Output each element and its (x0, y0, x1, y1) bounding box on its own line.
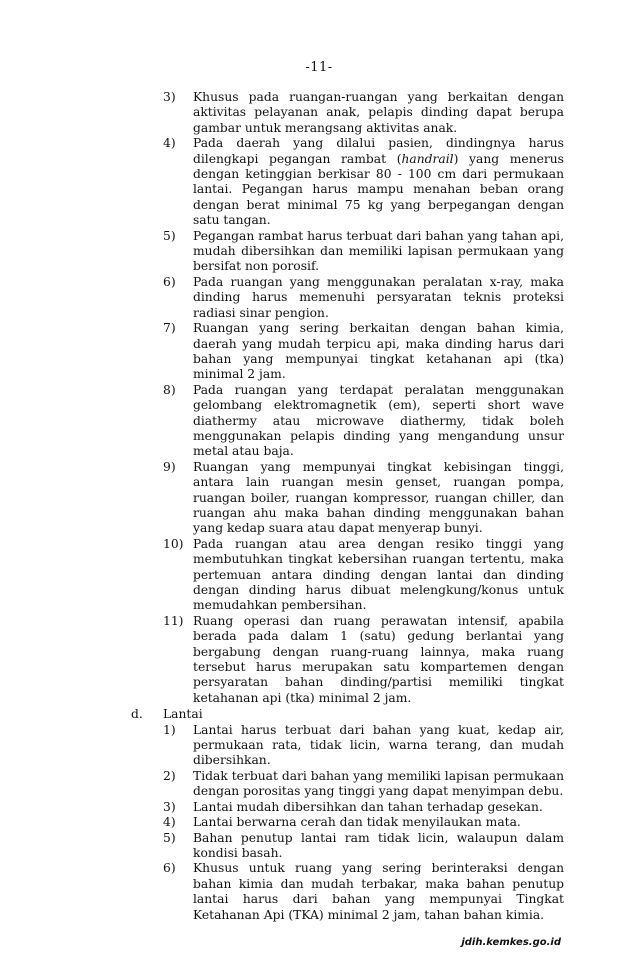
text-segment: Ruangan yang mempunyai tingkat kebisingan tinggi, antara lain ruangan mesin genset, ruangan pompa, ruangan boiler, ruangan kompressor, ruangan chiller, dan ruangan ahu maka bahan dinding menggunakan bahan yang kedap suara atau dapat menyerap bunyi. (193, 459, 564, 536)
list-item (131, 614, 564, 706)
text-segment: Khusus pada ruangan-ruangan yang berkaitan dengan aktivitas pelayanan anak, pelapis dinding dapat berupa gambar untuk merangsang aktivitas anak. (193, 90, 564, 135)
item-text (193, 136, 564, 228)
item-number: 5) (163, 228, 176, 243)
text-segment: Pegangan rambat harus terbuat dari bahan yang tahan api, mudah dibersihkan dan memiliki lapisan permukaan yang bersifat non porosif. (193, 228, 564, 274)
item-text (193, 321, 564, 383)
text-segment: Pada ruangan atau area dengan resiko tinggi yang membutuhkan tingkat kebersihan ruangan tertentu, maka pertemuan antara dinding dengan lantai dan dinding dengan dinding harus dibuat melengkung/konus untuk memudahkan pembersihan. (193, 536, 564, 613)
section-heading (131, 707, 564, 722)
item-text (193, 229, 564, 275)
list-item (131, 861, 564, 923)
item-number: 6) (163, 861, 176, 876)
list-item (131, 136, 564, 228)
list-item (131, 723, 564, 769)
item-number: 4) (163, 815, 176, 830)
text-segment: Ruang operasi dan ruang perawatan intensif, apabila berada pada dalam 1 (satu) gedung berlantai yang bergabung dengan ruang-ruang lainnya, maka ruang tersebut harus merupakan satu kompartemen dengan persyaratan bahan dinding/partisi memiliki tingkat ketahanan api (tka) minimal 2 jam. (193, 613, 564, 705)
text-segment: Lantai mudah dibersihkan dan tahan terhadap gesekan. (193, 799, 543, 814)
item-number: 3) (163, 799, 176, 814)
footer-source: jdih.kemkes.go.id (461, 937, 561, 948)
list-item (131, 321, 564, 383)
item-text (193, 275, 564, 321)
text-segment: Pada ruangan yang menggunakan peralatan x-ray, maka dinding harus memenuhi persyaratan teknis proteksi radiasi sinar pengion. (193, 274, 564, 320)
item-text (193, 460, 564, 537)
text-segment: Ruangan yang sering berkaitan dengan bahan kimia, daerah yang mudah terpicu api, maka dinding harus dari bahan yang mempunyai tingkat ketahanan api (tka) minimal 2 jam. (193, 321, 564, 382)
text-segment: Pada daerah yang dilalui pasien, dindingnya harus dilengkapi pegangan rambat ( (193, 136, 564, 166)
text-segment: Tidak terbuat dari bahan yang memiliki lapisan permukaan dengan porositas yang tinggi yang dapat menyimpan debu. (193, 768, 564, 799)
item-text (193, 800, 564, 815)
item-number: 2) (163, 768, 176, 783)
item-text (193, 614, 564, 706)
item-number: 4) (163, 136, 176, 151)
section-letter: d. (131, 707, 143, 722)
wall-requirements-list (131, 90, 564, 706)
page-number: -11- (305, 60, 333, 75)
item-number: 7) (163, 321, 176, 336)
item-number: 8) (163, 382, 176, 397)
list-item (131, 275, 564, 321)
list-item (131, 769, 564, 800)
text-segment: Khusus untuk ruang yang sering berinteraksi dengan bahan kimia dan mudah terbakar, maka bahan penutup lantai harus dari bahan yang mempunyai Tingkat Ketahanan Api (TKA) minimal 2 jam, tahan bahan kimia. (193, 861, 564, 922)
item-text (193, 769, 564, 800)
item-text (193, 831, 564, 862)
list-item (131, 229, 564, 275)
item-text (193, 815, 564, 830)
floor-requirements-list (131, 723, 564, 923)
item-text (193, 861, 564, 923)
document-body (131, 90, 564, 923)
list-item (131, 800, 564, 815)
text-segment: ) yang menerus dengan ketinggian berkisar 80 - 100 cm dari permukaan lantai. Pegangan harus mampu menahan beban orang dengan berat minimal 75 kg yang berpegangan dengan satu tangan. (193, 151, 564, 228)
list-item (131, 831, 564, 862)
item-number: 6) (163, 274, 176, 289)
item-number: 11) (163, 613, 184, 628)
list-item (131, 383, 564, 460)
text-segment: Lantai berwarna cerah dan tidak menyilaukan mata. (193, 815, 521, 830)
list-item (131, 460, 564, 537)
item-number: 5) (163, 830, 176, 845)
section-title: Lantai (163, 707, 203, 722)
italic-term: handrail (401, 151, 454, 166)
text-segment: Bahan penutup lantai ram tidak licin, walaupun dalam kondisi basah. (193, 830, 564, 860)
item-number: 1) (163, 722, 176, 737)
item-text (193, 537, 564, 614)
text-segment: Pada ruangan yang terdapat peralatan menggunakan gelombang elektromagnetik (em), seperti short wave diathermy atau microwave diathermy, tidak boleh menggunakan pelapis dinding yang mengandung unsur metal atau baja. (193, 382, 564, 459)
list-item (131, 90, 564, 136)
list-item (131, 815, 564, 830)
item-text (193, 90, 564, 136)
item-text (193, 723, 564, 769)
item-number: 3) (163, 90, 176, 104)
item-number: 10) (163, 536, 184, 551)
item-text (193, 383, 564, 460)
text-segment: Lantai harus terbuat dari bahan yang kuat, kedap air, permukaan rata, tidak licin, warna terang, dan mudah dibersihkan. (193, 722, 564, 768)
item-number: 9) (163, 459, 176, 474)
list-item (131, 537, 564, 614)
